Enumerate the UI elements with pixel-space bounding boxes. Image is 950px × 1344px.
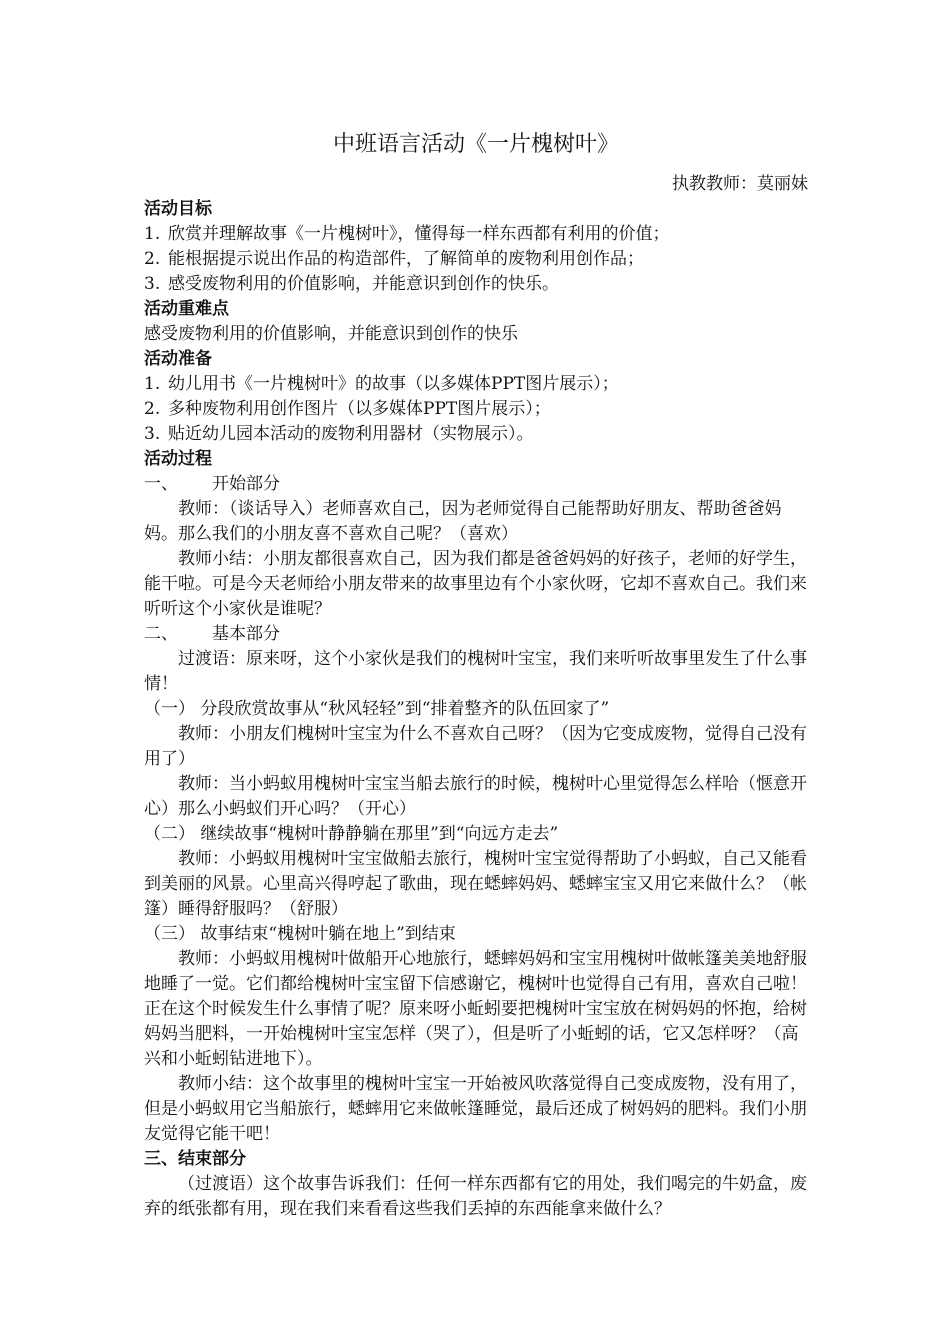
- heading-end-section: 三、结束部分: [144, 1149, 246, 1169]
- list-item: 3. 贴近幼儿园本活动的废物利用器材（实物展示）。: [144, 424, 534, 444]
- list-item: 2. 多种废物利用创作图片（以多媒体PPT图片展示）；: [144, 399, 551, 419]
- document-page: [144, 130, 808, 1222]
- paragraph: 教师：当小蚂蚁用槐树叶宝宝当船去旅行的时候，槐树叶心里觉得怎么样哈（惬意开心）那么小蚂蚁们开心吗？（开心）: [144, 774, 807, 819]
- section-start: 一、 开始部分: [144, 474, 280, 494]
- subsection-3: （三） 故事结束“槐树叶躺在地上”到结束: [144, 924, 456, 944]
- paragraph: 教师：小蚂蚁用槐树叶宝宝做船去旅行，槐树叶宝宝觉得帮助了小蚂蚁，自己又能看到美丽的风景。心里高兴得哼起了歌曲，现在蟋蟀妈妈、蟋蟀宝宝又用它来做什么？（帐篷）睡得舒服吗？（舒服）: [144, 849, 807, 919]
- paragraph: 过渡语：原来呀，这个小家伙是我们的槐树叶宝宝，我们来听听故事里发生了什么事情！: [144, 649, 807, 694]
- section-basic: 二、 基本部分: [144, 624, 280, 644]
- paragraph: 教师：小蚂蚁用槐树叶做船开心地旅行，蟋蟀妈妈和宝宝用槐树叶做帐篷美美地舒服地睡了一觉。它们都给槐树叶宝宝留下信感谢它，槐树叶也觉得自己有用，喜欢自己啦！正在这个时候发生什么事情了呢？原来呀小蚯蚓要把槐树叶宝宝放在树妈妈的怀抱，给树妈妈当肥料，一开始槐树叶宝宝怎样（哭了），但是听了小蚯蚓的话，它又怎样呀？（高兴和小蚯蚓钻进地下）。: [144, 949, 807, 1069]
- heading-goals: 活动目标: [144, 199, 212, 219]
- paragraph: 教师小结：小朋友都很喜欢自己，因为我们都是爸爸妈妈的好孩子，老师的好学生，能干啦。可是今天老师给小朋友带来的故事里边有个小家伙呀，它却不喜欢自己。我们来听听这个小家伙是谁呢？: [144, 549, 807, 619]
- list-item: 3. 感受废物利用的价值影响，并能意识到创作的快乐。: [144, 274, 559, 294]
- author-line: 执教教师：莫丽妹: [672, 174, 808, 194]
- list-item: 1. 幼儿用书《一片槐树叶》的故事（以多媒体PPT图片展示）；: [144, 374, 619, 394]
- paragraph: 教师：小朋友们槐树叶宝宝为什么不喜欢自己呀？（因为它变成废物，觉得自己没有用了）: [144, 724, 807, 769]
- subsection-1: （一） 分段欣赏故事从“秋风轻轻”到“排着整齐的队伍回家了”: [144, 699, 610, 719]
- heading-process: 活动过程: [144, 449, 212, 469]
- heading-key-points: 活动重难点: [144, 299, 229, 319]
- heading-prep: 活动准备: [144, 349, 212, 369]
- paragraph: （过渡语）这个故事告诉我们：任何一样东西都有它的用处，我们喝完的牛奶盒，废弃的纸张都有用，现在我们来看看这些我们丢掉的东西能拿来做什么？: [144, 1174, 807, 1219]
- paragraph: 教师小结：这个故事里的槐树叶宝宝一开始被风吹落觉得自己变成废物，没有用了，但是小蚂蚁用它当船旅行，蟋蟀用它来做帐篷睡觉，最后还成了树妈妈的肥料。我们小朋友觉得它能干吧！: [144, 1074, 807, 1144]
- paragraph: 教师：（谈话导入）老师喜欢自己，因为老师觉得自己能帮助好朋友、帮助爸爸妈妈。那么我们的小朋友喜不喜欢自己呢？（喜欢）: [144, 499, 782, 544]
- key-points-text: 感受废物利用的价值影响，并能意识到创作的快乐: [144, 324, 518, 344]
- document-title: 中班语言活动《一片槐树叶》: [332, 132, 619, 157]
- list-item: 1. 欣赏并理解故事《一片槐树叶》，懂得每一样东西都有利用的价值；: [144, 224, 670, 244]
- list-item: 2. 能根据提示说出作品的构造部件，了解简单的废物利用创作品；: [144, 249, 644, 269]
- subsection-2: （二） 继续故事“槐树叶静静躺在那里”到“向远方走去”: [144, 824, 559, 844]
